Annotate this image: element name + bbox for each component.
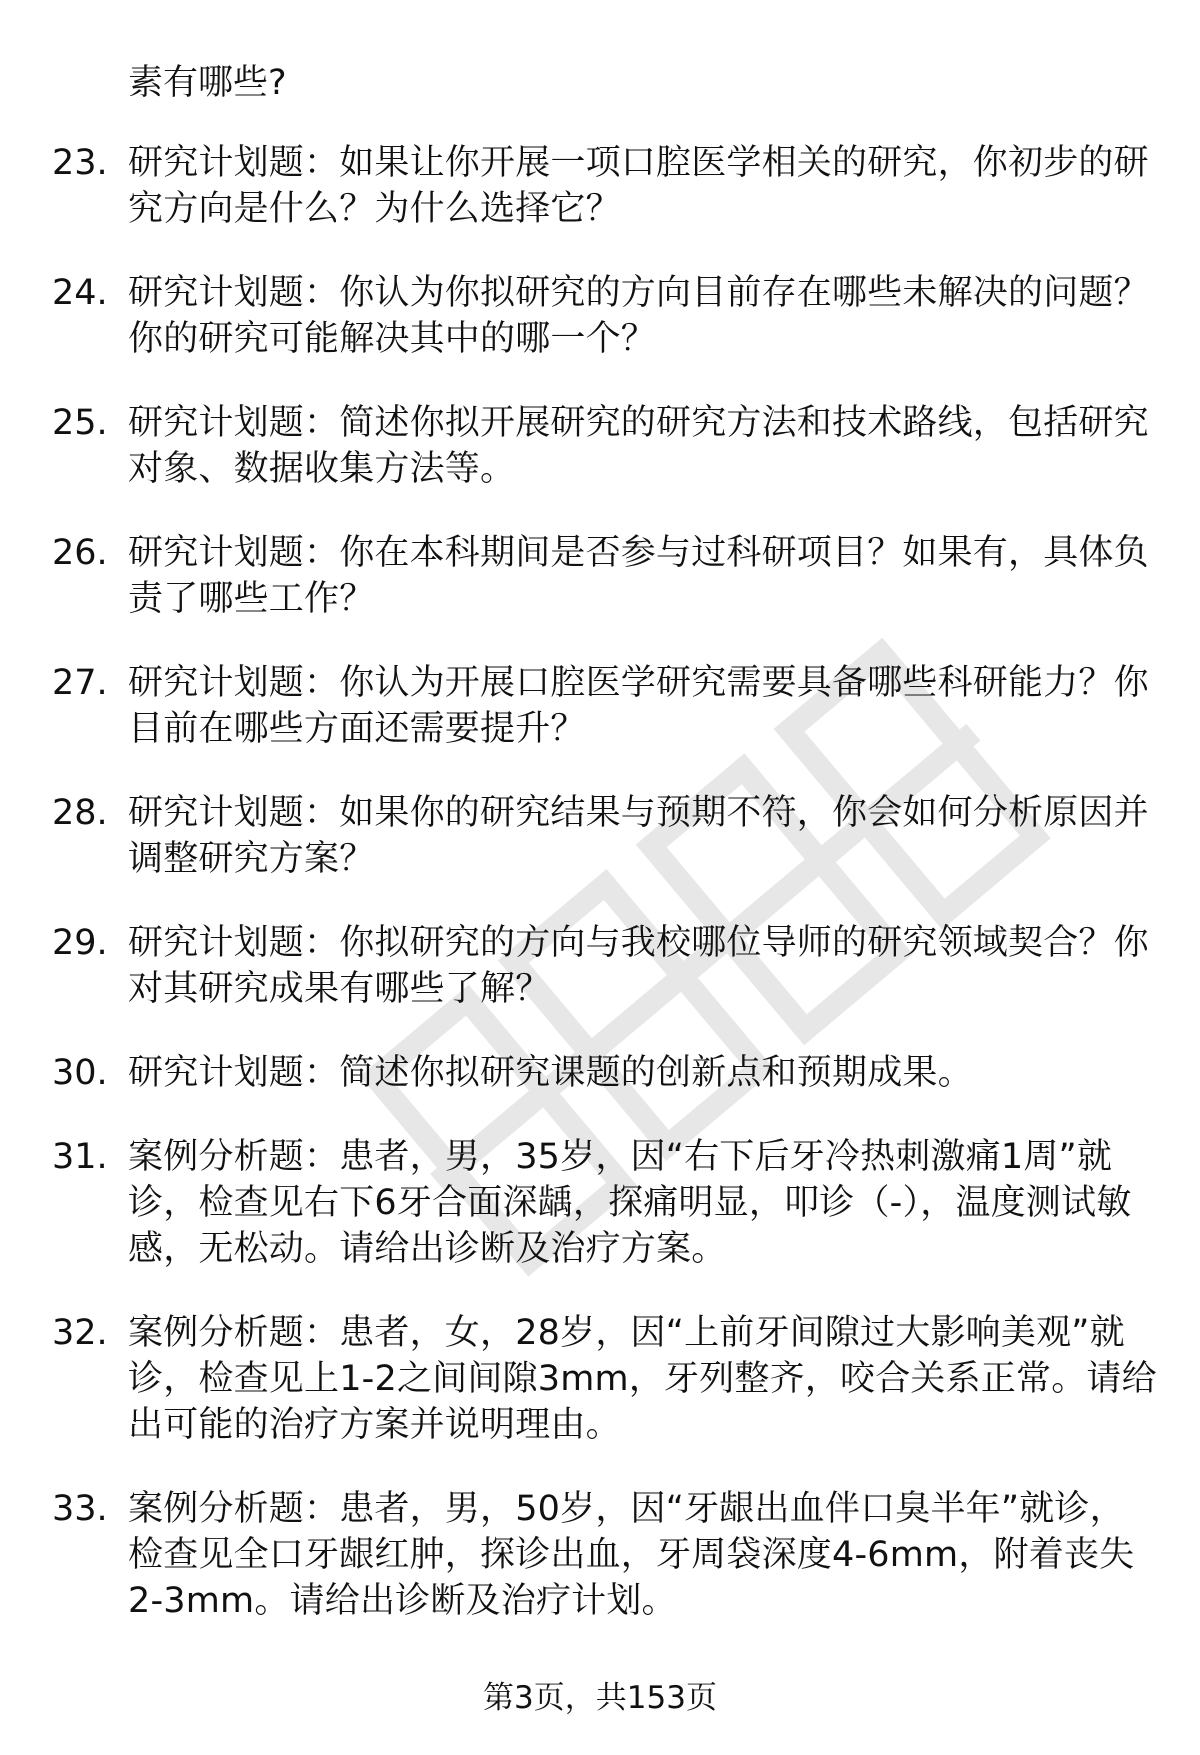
- question-item: [0, 660, 1200, 752]
- question-list: [0, 140, 1200, 1662]
- question-text: 案例分析题：患者，女，28岁，因“上前牙间隙过大影响美观”就诊，检查见上1-2之间间隙3mm，牙列整齐，咬合关系正常。请给出可能的治疗方案并说明理由。: [128, 1313, 1157, 1445]
- question-text: 研究计划题：如果让你开展一项口腔医学相关的研究，你初步的研究方向是什么？为什么选择它？: [128, 143, 1149, 229]
- question-text: 案例分析题：患者，男，35岁，因“右下后牙冷热刺激痛1周”就诊，检查见右下6牙合面深龋，探痛明显，叩诊（-），温度测试敏感，无松动。请给出诊断及治疗方案。: [128, 1137, 1132, 1269]
- question-text: 研究计划题：简述你拟研究课题的创新点和预期成果。: [128, 1053, 973, 1093]
- question-item: [0, 1486, 1200, 1624]
- question-number: 32.: [52, 1313, 108, 1353]
- question-text: 研究计划题：你认为你拟研究的方向目前存在哪些未解决的问题？你的研究可能解决其中的哪一个？: [128, 273, 1149, 359]
- question-item: [0, 920, 1200, 1012]
- question-text: 研究计划题：你拟研究的方向与我校哪位导师的研究领域契合？你对其研究成果有哪些了解？: [128, 923, 1149, 1009]
- question-number: 23.: [52, 143, 108, 183]
- question-item: [0, 790, 1200, 882]
- question-number: 31.: [52, 1137, 108, 1177]
- question-text: 研究计划题：如果你的研究结果与预期不符，你会如何分析原因并调整研究方案？: [128, 793, 1149, 879]
- question-number: 27.: [52, 663, 108, 703]
- question-item: [0, 1310, 1200, 1448]
- question-number: 24.: [52, 273, 108, 313]
- question-number: 28.: [52, 793, 108, 833]
- question-number: 33.: [52, 1489, 108, 1529]
- question-item: [0, 270, 1200, 362]
- question-number: 26.: [52, 533, 108, 573]
- question-text: 研究计划题：简述你拟开展研究的研究方法和技术路线，包括研究对象、数据收集方法等。: [128, 403, 1149, 489]
- page-number-footer: 第3页，共153页: [483, 1680, 717, 1716]
- question-item: [0, 400, 1200, 492]
- question-number: 25.: [52, 403, 108, 443]
- question-text: 案例分析题：患者，男，50岁，因“牙龈出血伴口臭半年”就诊，检查见全口牙龈红肿，探诊出血，牙周袋深度4-6mm，附着丧失2-3mm。请给出诊断及治疗计划。: [128, 1489, 1135, 1621]
- question-text: 研究计划题：你在本科期间是否参与过科研项目？如果有，具体负责了哪些工作？: [128, 533, 1149, 619]
- continued-question-text: 素有哪些?: [128, 63, 287, 103]
- question-item: [0, 1050, 1200, 1096]
- question-number: 30.: [52, 1053, 108, 1093]
- question-item: [0, 1134, 1200, 1272]
- question-text: 研究计划题：你认为开展口腔医学研究需要具备哪些科研能力？你目前在哪些方面还需要提升？: [128, 663, 1149, 749]
- question-item: [0, 140, 1200, 232]
- question-item: [0, 530, 1200, 622]
- question-number: 29.: [52, 923, 108, 963]
